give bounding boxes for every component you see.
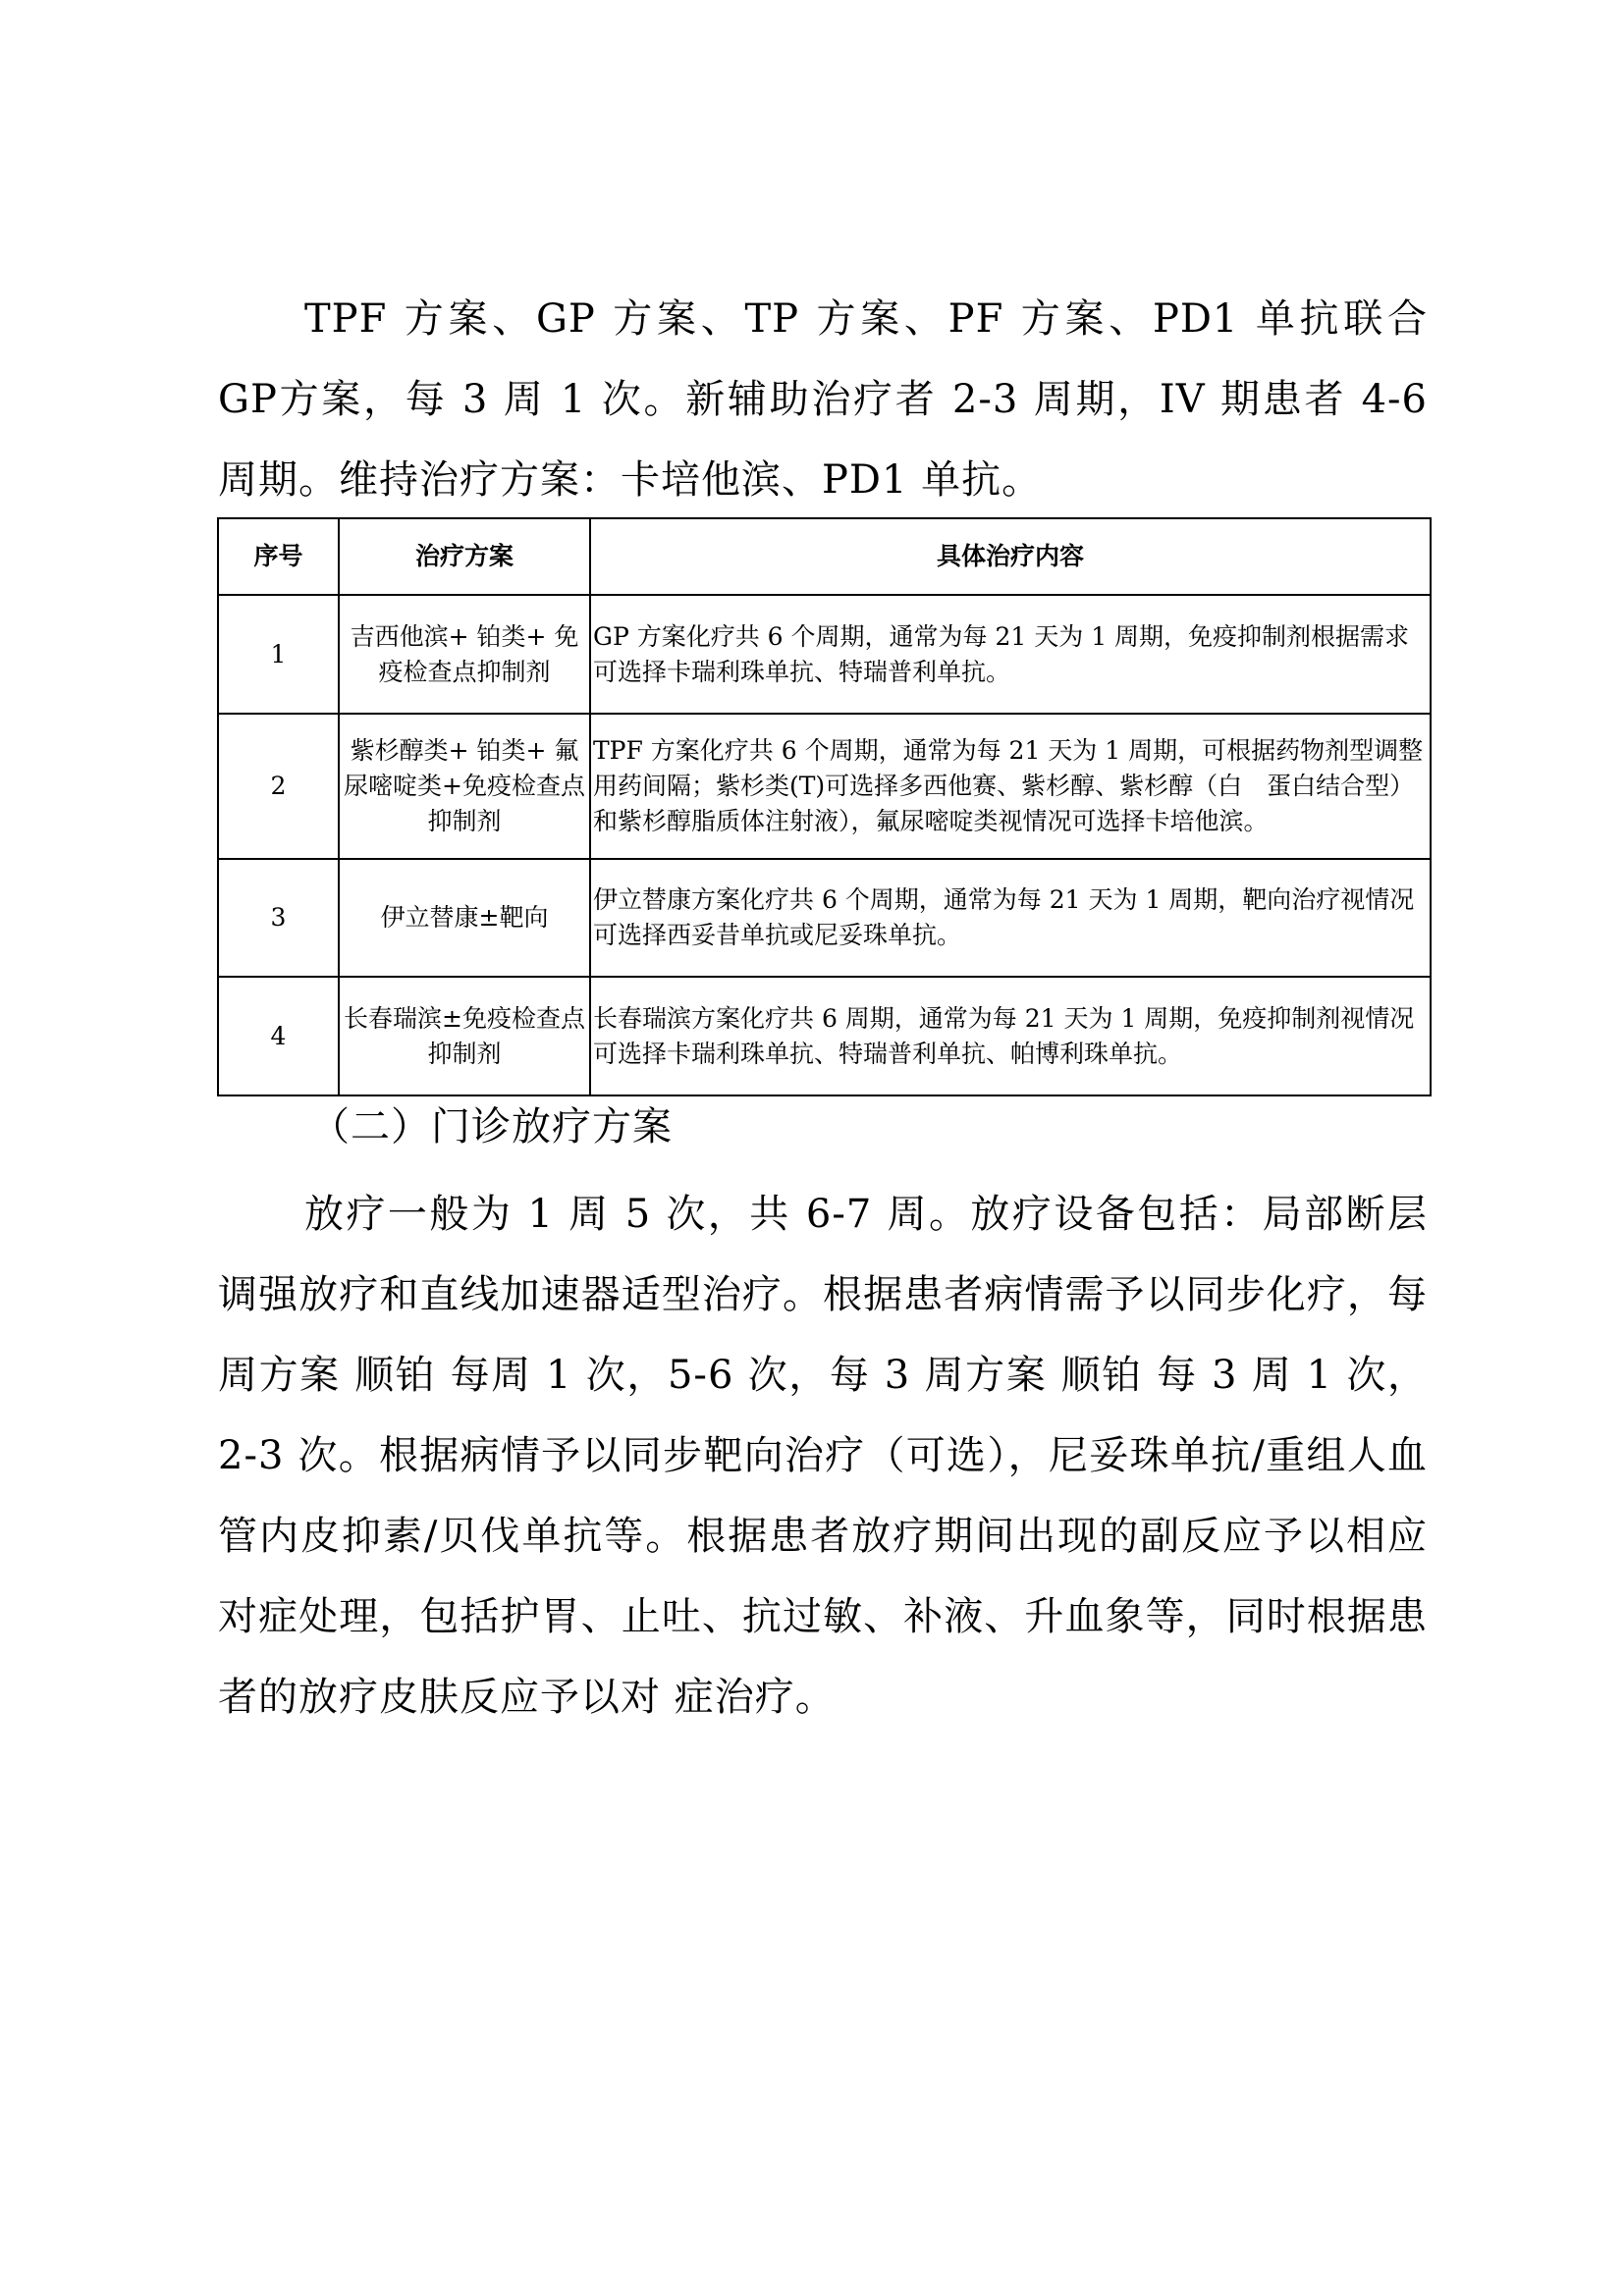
header-scheme: 治疗方案 bbox=[339, 518, 590, 595]
row-number: 2 bbox=[218, 714, 339, 859]
intro-paragraph: TPF 方案、GP 方案、TP 方案、PF 方案、PD1 单抗联合 GP方案，每 3 周 1 次。新辅助治疗者 2-3 周期，IV 期患者 4-6 周期。维持治疗方案：卡培他滨、PD1 单抗。 bbox=[218, 296, 1428, 503]
header-number: 序号 bbox=[218, 518, 339, 595]
table-row bbox=[218, 859, 1431, 977]
row-number: 4 bbox=[218, 977, 339, 1095]
row-content: GP 方案化疗共 6 个周期，通常为每 21 天为 1 周期，免疫抑制剂根据需求可选择卡瑞利珠单抗、特瑞普利单抗。 bbox=[590, 595, 1431, 714]
table-row bbox=[218, 977, 1431, 1095]
row-scheme: 伊立替康±靶向 bbox=[339, 859, 590, 977]
section-heading: （二）门诊放疗方案 bbox=[310, 1104, 673, 1149]
table-row bbox=[218, 595, 1431, 714]
row-scheme: 吉西他滨+ 铂类+ 免疫检查点抑制剂 bbox=[339, 595, 590, 714]
row-content: 伊立替康方案化疗共 6 个周期，通常为每 21 天为 1 周期，靶向治疗视情况可选择西妥昔单抗或尼妥珠单抗。 bbox=[590, 859, 1431, 977]
radiotherapy-paragraph: 放疗一般为 1 周 5 次，共 6-7 周。放疗设备包括：局部断层调强放疗和直线加速器适型治疗。根据患者病情需予以同步化疗，每周方案 顺铂 每周 1 次，5-6 次，每 3 周方案 顺铂 每 3 周 1 次，2-3 次。根据病情予以同步靶向治疗（可选），尼妥珠单抗/重组人血管内皮抑素/贝伐单抗等。根据患者放疗期间出现的副反应予以相应对症处理，包括护胃、止吐、抗过敏、补液、升血象等，同时根据患者的放疗皮肤反应予以对 症治疗。 bbox=[218, 1192, 1428, 1720]
table-row bbox=[218, 714, 1431, 859]
row-number: 1 bbox=[218, 595, 339, 714]
row-scheme: 长春瑞滨±免疫检查点抑制剂 bbox=[339, 977, 590, 1095]
header-content: 具体治疗内容 bbox=[590, 518, 1431, 595]
row-scheme: 紫杉醇类+ 铂类+ 氟尿嘧啶类+免疫检查点抑制剂 bbox=[339, 714, 590, 859]
row-content: TPF 方案化疗共 6 个周期，通常为每 21 天为 1 周期，可根据药物剂型调整用药间隔；紫杉类(T)可选择多西他赛、紫杉醇、紫杉醇（白 蛋白结合型）和紫杉醇脂质体注射液），氟尿嘧啶类视情况可选择卡培他滨。 bbox=[590, 714, 1431, 859]
row-content: 长春瑞滨方案化疗共 6 周期，通常为每 21 天为 1 周期，免疫抑制剂视情况可选择卡瑞利珠单抗、特瑞普利单抗、帕博利珠单抗。 bbox=[590, 977, 1431, 1095]
row-number: 3 bbox=[218, 859, 339, 977]
treatment-regimen-table bbox=[217, 517, 1432, 1096]
table-header-row bbox=[218, 518, 1431, 595]
